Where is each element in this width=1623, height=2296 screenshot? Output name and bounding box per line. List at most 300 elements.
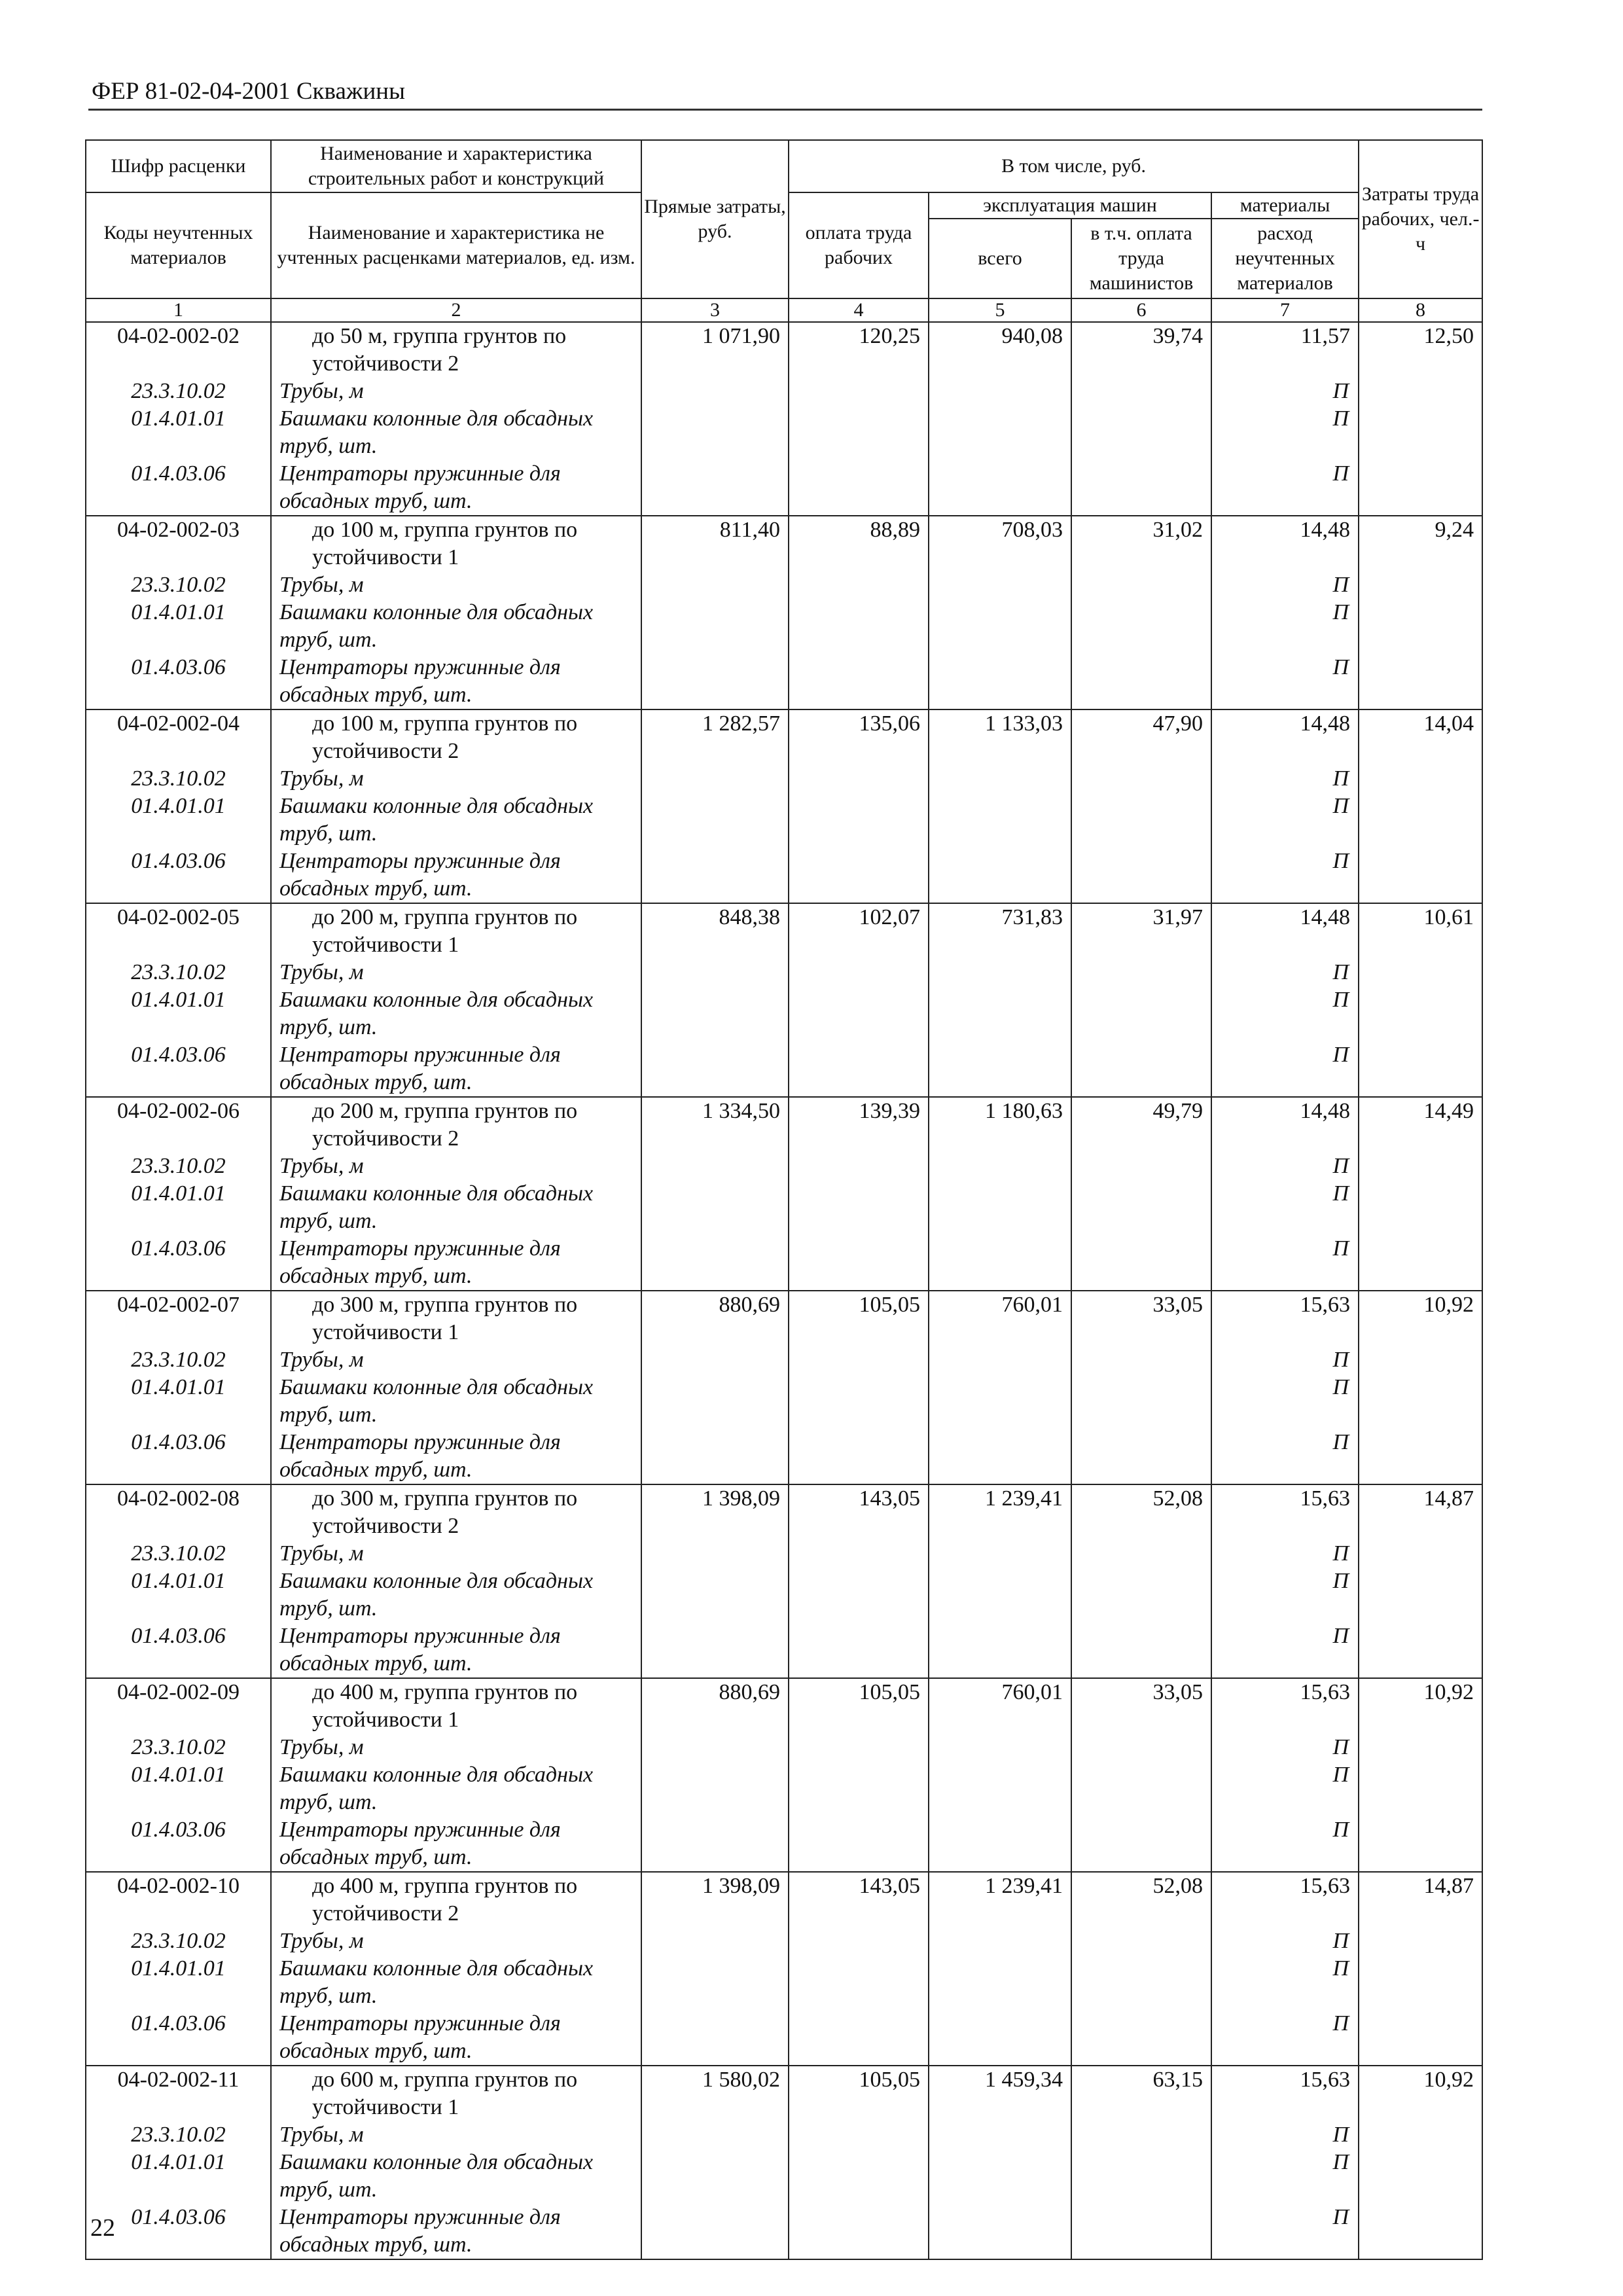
blank-cell: [641, 1568, 789, 1595]
unaccounted-material-row: [86, 1734, 1482, 1761]
blank-cell: [789, 460, 929, 488]
blank-cell: [1359, 931, 1482, 959]
material-consumption: П: [1211, 1928, 1359, 1955]
materials-cost: 11,57: [1211, 322, 1359, 350]
labor-costs: 12,50: [1359, 322, 1482, 350]
blank-cell: [86, 1844, 271, 1872]
blank-cell: [1359, 2231, 1482, 2259]
blank-cell: [929, 1346, 1071, 1374]
blank-cell: [1359, 654, 1482, 681]
blank-cell: [1071, 875, 1211, 903]
blank-cell: [641, 654, 789, 681]
material-name: Башмаки колонные для обсадных: [271, 405, 641, 433]
blank-cell: [789, 1401, 929, 1429]
blank-cell: [929, 626, 1071, 654]
material-code: 23.3.10.02: [86, 571, 271, 599]
unaccounted-material-row: [86, 2204, 1482, 2231]
blank-cell: [789, 681, 929, 709]
material-consumption: П: [1211, 765, 1359, 793]
blank-cell: [1211, 1595, 1359, 1623]
blank-cell: [86, 1401, 271, 1429]
material-name: Трубы, м: [271, 378, 641, 405]
blank-cell: [929, 931, 1071, 959]
labor-costs: 14,49: [1359, 1097, 1482, 1125]
blank-cell: [929, 2121, 1071, 2149]
blank-cell: [1359, 2010, 1482, 2037]
blank-cell: [929, 433, 1071, 460]
blank-cell: [929, 378, 1071, 405]
unaccounted-material-row: [86, 1789, 1482, 1816]
direct-costs: 1 580,02: [641, 2066, 789, 2094]
blank-cell: [929, 1540, 1071, 1568]
material-name-continued: обсадных труб, шт.: [271, 2037, 641, 2066]
unaccounted-material-row: [86, 2176, 1482, 2204]
blank-cell: [1071, 959, 1211, 986]
material-code: 23.3.10.02: [86, 1540, 271, 1568]
blank-cell: [641, 793, 789, 820]
workers-wages: 88,89: [789, 516, 929, 544]
blank-cell: [1071, 1706, 1211, 1734]
material-consumption: П: [1211, 1346, 1359, 1374]
blank-cell: [929, 1429, 1071, 1456]
blank-cell: [641, 1429, 789, 1456]
blank-cell: [1359, 793, 1482, 820]
material-name: Центраторы пружинные для: [271, 848, 641, 875]
labor-costs: 10,92: [1359, 1678, 1482, 1706]
unaccounted-material-row: [86, 626, 1482, 654]
rate-code: 04-02-002-09: [86, 1678, 271, 1706]
blank-cell: [1359, 1844, 1482, 1872]
header-machines-total: всего: [929, 219, 1071, 298]
blank-cell: [1071, 378, 1211, 405]
blank-cell: [789, 1374, 929, 1401]
blank-cell: [789, 1041, 929, 1069]
unaccounted-material-row: [86, 875, 1482, 903]
material-name: Башмаки колонные для обсадных: [271, 986, 641, 1014]
blank-cell: [789, 1014, 929, 1041]
material-consumption: П: [1211, 1761, 1359, 1789]
unaccounted-material-row: [86, 2121, 1482, 2149]
unaccounted-material-row: [86, 378, 1482, 405]
material-name: Трубы, м: [271, 2121, 641, 2149]
blank-cell: [641, 571, 789, 599]
unaccounted-material-row: [86, 1429, 1482, 1456]
material-code: 01.4.01.01: [86, 599, 271, 626]
blank-cell: [1211, 738, 1359, 765]
blank-cell: [929, 1513, 1071, 1540]
material-consumption: П: [1211, 571, 1359, 599]
blank-cell: [641, 2176, 789, 2204]
blank-cell: [1359, 1900, 1482, 1928]
blank-cell: [641, 460, 789, 488]
drivers-wages: 47,90: [1071, 709, 1211, 738]
material-name-continued: обсадных труб, шт.: [271, 1263, 641, 1291]
rates-table: [85, 139, 1483, 2260]
material-name-continued: труб, шт.: [271, 1982, 641, 2010]
blank-cell: [789, 1429, 929, 1456]
blank-cell: [1071, 1125, 1211, 1153]
blank-cell: [1359, 1180, 1482, 1208]
drivers-wages: 49,79: [1071, 1097, 1211, 1125]
blank-cell: [641, 1706, 789, 1734]
blank-cell: [929, 2094, 1071, 2121]
blank-cell: [1359, 350, 1482, 378]
material-name-continued: труб, шт.: [271, 1789, 641, 1816]
material-name-continued: труб, шт.: [271, 433, 641, 460]
blank-cell: [1359, 1235, 1482, 1263]
rate-row: [86, 1097, 1482, 1125]
blank-cell: [929, 1982, 1071, 2010]
blank-cell: [1359, 765, 1482, 793]
blank-cell: [789, 1069, 929, 1097]
material-name-continued: труб, шт.: [271, 1208, 641, 1235]
material-code: 01.4.03.06: [86, 1623, 271, 1650]
blank-cell: [1359, 1263, 1482, 1291]
blank-cell: [789, 1346, 929, 1374]
material-consumption: П: [1211, 1568, 1359, 1595]
blank-cell: [1211, 1014, 1359, 1041]
rate-description: до 200 м, группа грунтов по: [271, 1097, 641, 1125]
unaccounted-material-row: [86, 654, 1482, 681]
blank-cell: [1211, 931, 1359, 959]
column-number: 6: [1071, 298, 1211, 322]
rate-row: [86, 1484, 1482, 1513]
blank-cell: [929, 2176, 1071, 2204]
rate-description-continued: устойчивости 2: [271, 350, 641, 378]
blank-cell: [641, 848, 789, 875]
unaccounted-material-row: [86, 1401, 1482, 1429]
material-consumption: П: [1211, 2121, 1359, 2149]
blank-cell: [929, 986, 1071, 1014]
blank-cell: [1359, 1374, 1482, 1401]
rate-description-continued: устойчивости 2: [271, 1513, 641, 1540]
blank-cell: [1071, 1595, 1211, 1623]
blank-cell: [789, 986, 929, 1014]
direct-costs: 880,69: [641, 1678, 789, 1706]
unaccounted-material-row: [86, 1650, 1482, 1678]
blank-cell: [641, 1928, 789, 1955]
material-name-continued: обсадных труб, шт.: [271, 2231, 641, 2259]
header-rule: [88, 109, 1482, 111]
blank-cell: [1071, 1623, 1211, 1650]
blank-cell: [929, 1844, 1071, 1872]
blank-cell: [789, 1844, 929, 1872]
material-code: 23.3.10.02: [86, 765, 271, 793]
unaccounted-material-row: [86, 793, 1482, 820]
rate-description-continued: устойчивости 1: [271, 1319, 641, 1346]
material-consumption: П: [1211, 2149, 1359, 2176]
blank-cell: [1211, 1844, 1359, 1872]
blank-cell: [929, 2204, 1071, 2231]
blank-cell: [86, 1900, 271, 1928]
blank-cell: [641, 931, 789, 959]
materials-cost: 14,48: [1211, 516, 1359, 544]
blank-cell: [1359, 848, 1482, 875]
blank-cell: [789, 793, 929, 820]
material-name: Трубы, м: [271, 1734, 641, 1761]
blank-cell: [929, 793, 1071, 820]
blank-cell: [641, 1235, 789, 1263]
labor-costs: 14,87: [1359, 1872, 1482, 1900]
blank-cell: [1071, 738, 1211, 765]
unaccounted-material-row: [86, 1595, 1482, 1623]
blank-cell: [1071, 1235, 1211, 1263]
rate-code: 04-02-002-10: [86, 1872, 271, 1900]
blank-cell: [929, 460, 1071, 488]
machine-operation-total: 760,01: [929, 1678, 1071, 1706]
machine-operation-total: 1 180,63: [929, 1097, 1071, 1125]
blank-cell: [1359, 1734, 1482, 1761]
material-name: Башмаки колонные для обсадных: [271, 599, 641, 626]
material-name: Башмаки колонные для обсадных: [271, 1180, 641, 1208]
material-code: 01.4.03.06: [86, 460, 271, 488]
material-consumption: П: [1211, 1816, 1359, 1844]
header-wages: оплата труда рабочих: [789, 192, 929, 298]
blank-cell: [1359, 986, 1482, 1014]
material-code: 01.4.03.06: [86, 654, 271, 681]
blank-cell: [1071, 2231, 1211, 2259]
blank-cell: [789, 571, 929, 599]
blank-cell: [929, 599, 1071, 626]
material-name-continued: обсадных труб, шт.: [271, 1650, 641, 1678]
material-consumption: П: [1211, 1235, 1359, 1263]
blank-cell: [641, 2121, 789, 2149]
material-consumption: П: [1211, 460, 1359, 488]
drivers-wages: 39,74: [1071, 322, 1211, 350]
blank-cell: [789, 848, 929, 875]
rate-description: до 400 м, группа грунтов по: [271, 1678, 641, 1706]
blank-cell: [1071, 1734, 1211, 1761]
blank-cell: [789, 1153, 929, 1180]
header-machine-operation: эксплуатация машин: [929, 192, 1211, 219]
material-code: 23.3.10.02: [86, 378, 271, 405]
blank-cell: [641, 1374, 789, 1401]
blank-cell: [789, 654, 929, 681]
blank-cell: [1359, 738, 1482, 765]
blank-cell: [789, 1263, 929, 1291]
direct-costs: 848,38: [641, 903, 789, 931]
material-code: 01.4.03.06: [86, 1816, 271, 1844]
blank-cell: [86, 2037, 271, 2066]
material-name: Центраторы пружинные для: [271, 460, 641, 488]
blank-cell: [789, 1789, 929, 1816]
unaccounted-material-row: [86, 986, 1482, 1014]
blank-cell: [929, 1069, 1071, 1097]
blank-cell: [1359, 1069, 1482, 1097]
blank-cell: [86, 1069, 271, 1097]
unaccounted-material-row: [86, 1235, 1482, 1263]
column-number: 5: [929, 298, 1071, 322]
rate-code: 04-02-002-03: [86, 516, 271, 544]
rate-code: 04-02-002-04: [86, 709, 271, 738]
blank-cell: [789, 1540, 929, 1568]
blank-cell: [1071, 820, 1211, 848]
workers-wages: 135,06: [789, 709, 929, 738]
workers-wages: 105,05: [789, 1678, 929, 1706]
blank-cell: [789, 1650, 929, 1678]
unaccounted-material-row: [86, 1816, 1482, 1844]
blank-cell: [1211, 1650, 1359, 1678]
blank-cell: [929, 405, 1071, 433]
machine-operation-total: 1 133,03: [929, 709, 1071, 738]
blank-cell: [929, 820, 1071, 848]
unaccounted-material-row: [86, 1374, 1482, 1401]
unaccounted-material-row: [86, 1069, 1482, 1097]
unaccounted-material-row: [86, 2010, 1482, 2037]
unaccounted-material-row: [86, 1014, 1482, 1041]
blank-cell: [641, 681, 789, 709]
rate-code: 04-02-002-11: [86, 2066, 271, 2094]
column-number: 8: [1359, 298, 1482, 322]
blank-cell: [1071, 848, 1211, 875]
unaccounted-material-row: [86, 1263, 1482, 1291]
blank-cell: [1071, 2121, 1211, 2149]
unaccounted-material-row: [86, 1928, 1482, 1955]
blank-cell: [1071, 433, 1211, 460]
material-consumption: П: [1211, 2010, 1359, 2037]
material-consumption: П: [1211, 986, 1359, 1014]
blank-cell: [1071, 1014, 1211, 1041]
labor-costs: 9,24: [1359, 516, 1482, 544]
blank-cell: [1359, 959, 1482, 986]
blank-cell: [641, 820, 789, 848]
blank-cell: [1071, 350, 1211, 378]
machine-operation-total: 1 239,41: [929, 1872, 1071, 1900]
unaccounted-material-row: [86, 1761, 1482, 1789]
unaccounted-material-row: [86, 1982, 1482, 2010]
blank-cell: [929, 1208, 1071, 1235]
blank-cell: [789, 1568, 929, 1595]
blank-cell: [1359, 1319, 1482, 1346]
blank-cell: [86, 820, 271, 848]
blank-cell: [86, 626, 271, 654]
blank-cell: [641, 1346, 789, 1374]
material-name: Башмаки колонные для обсадных: [271, 1568, 641, 1595]
blank-cell: [929, 848, 1071, 875]
blank-cell: [1359, 2037, 1482, 2066]
blank-cell: [1359, 1706, 1482, 1734]
blank-cell: [1359, 2204, 1482, 2231]
blank-cell: [1071, 2149, 1211, 2176]
blank-cell: [1071, 1374, 1211, 1401]
blank-cell: [1359, 544, 1482, 571]
blank-cell: [1071, 488, 1211, 516]
blank-cell: [789, 1734, 929, 1761]
blank-cell: [1211, 1789, 1359, 1816]
blank-cell: [1071, 1319, 1211, 1346]
blank-cell: [789, 959, 929, 986]
blank-cell: [1071, 793, 1211, 820]
unaccounted-material-row: [86, 571, 1482, 599]
rate-description: до 50 м, группа грунтов по: [271, 322, 641, 350]
blank-cell: [789, 1513, 929, 1540]
labor-costs: 14,04: [1359, 709, 1482, 738]
machine-operation-total: 1 239,41: [929, 1484, 1071, 1513]
blank-cell: [1071, 2094, 1211, 2121]
blank-cell: [1359, 1568, 1482, 1595]
blank-cell: [929, 1153, 1071, 1180]
blank-cell: [641, 1900, 789, 1928]
blank-cell: [1359, 1125, 1482, 1153]
blank-cell: [1071, 460, 1211, 488]
blank-cell: [789, 378, 929, 405]
blank-cell: [1071, 1429, 1211, 1456]
material-name: Центраторы пружинные для: [271, 1235, 641, 1263]
blank-cell: [1071, 1955, 1211, 1982]
material-consumption: П: [1211, 1540, 1359, 1568]
blank-cell: [641, 599, 789, 626]
blank-cell: [1359, 1789, 1482, 1816]
blank-cell: [1071, 405, 1211, 433]
blank-cell: [641, 1041, 789, 1069]
blank-cell: [929, 875, 1071, 903]
blank-cell: [1071, 1982, 1211, 2010]
machine-operation-total: 708,03: [929, 516, 1071, 544]
blank-cell: [929, 765, 1071, 793]
material-name-continued: труб, шт.: [271, 1595, 641, 1623]
unaccounted-material-row: [86, 1346, 1482, 1374]
blank-cell: [641, 1540, 789, 1568]
material-code: 01.4.01.01: [86, 1568, 271, 1595]
material-name: Центраторы пружинные для: [271, 1429, 641, 1456]
material-name-continued: обсадных труб, шт.: [271, 1456, 641, 1484]
blank-cell: [1071, 1789, 1211, 1816]
blank-cell: [929, 1319, 1071, 1346]
blank-cell: [789, 1125, 929, 1153]
blank-cell: [1211, 350, 1359, 378]
direct-costs: 1 334,50: [641, 1097, 789, 1125]
rate-description-continued: устойчивости 2: [271, 1900, 641, 1928]
material-code: 01.4.01.01: [86, 1180, 271, 1208]
rate-description-continued: устойчивости 2: [271, 738, 641, 765]
unaccounted-material-row: [86, 488, 1482, 516]
rate-row: [86, 903, 1482, 931]
blank-cell: [789, 2037, 929, 2066]
blank-cell: [86, 1513, 271, 1540]
blank-cell: [1071, 681, 1211, 709]
blank-cell: [1211, 1208, 1359, 1235]
blank-cell: [929, 2149, 1071, 2176]
material-name: Башмаки колонные для обсадных: [271, 2149, 641, 2176]
blank-cell: [789, 1208, 929, 1235]
blank-cell: [1071, 571, 1211, 599]
blank-cell: [1211, 681, 1359, 709]
blank-cell: [86, 2176, 271, 2204]
blank-cell: [1071, 931, 1211, 959]
blank-cell: [929, 350, 1071, 378]
rate-row: [86, 709, 1482, 738]
material-consumption: П: [1211, 599, 1359, 626]
blank-cell: [789, 544, 929, 571]
blank-cell: [1359, 1513, 1482, 1540]
unaccounted-material-row: [86, 433, 1482, 460]
blank-cell: [641, 2010, 789, 2037]
blank-cell: [641, 1319, 789, 1346]
header-direct-costs: Прямые затраты, руб.: [641, 140, 789, 298]
blank-cell: [929, 1900, 1071, 1928]
rate-code: 04-02-002-07: [86, 1291, 271, 1319]
rate-description: до 600 м, группа грунтов по: [271, 2066, 641, 2094]
workers-wages: 139,39: [789, 1097, 929, 1125]
blank-cell: [86, 738, 271, 765]
blank-cell: [1071, 2176, 1211, 2204]
blank-cell: [789, 1928, 929, 1955]
blank-cell: [929, 1014, 1071, 1041]
blank-cell: [641, 350, 789, 378]
material-name: Трубы, м: [271, 571, 641, 599]
material-name: Центраторы пружинные для: [271, 1623, 641, 1650]
labor-costs: 14,87: [1359, 1484, 1482, 1513]
